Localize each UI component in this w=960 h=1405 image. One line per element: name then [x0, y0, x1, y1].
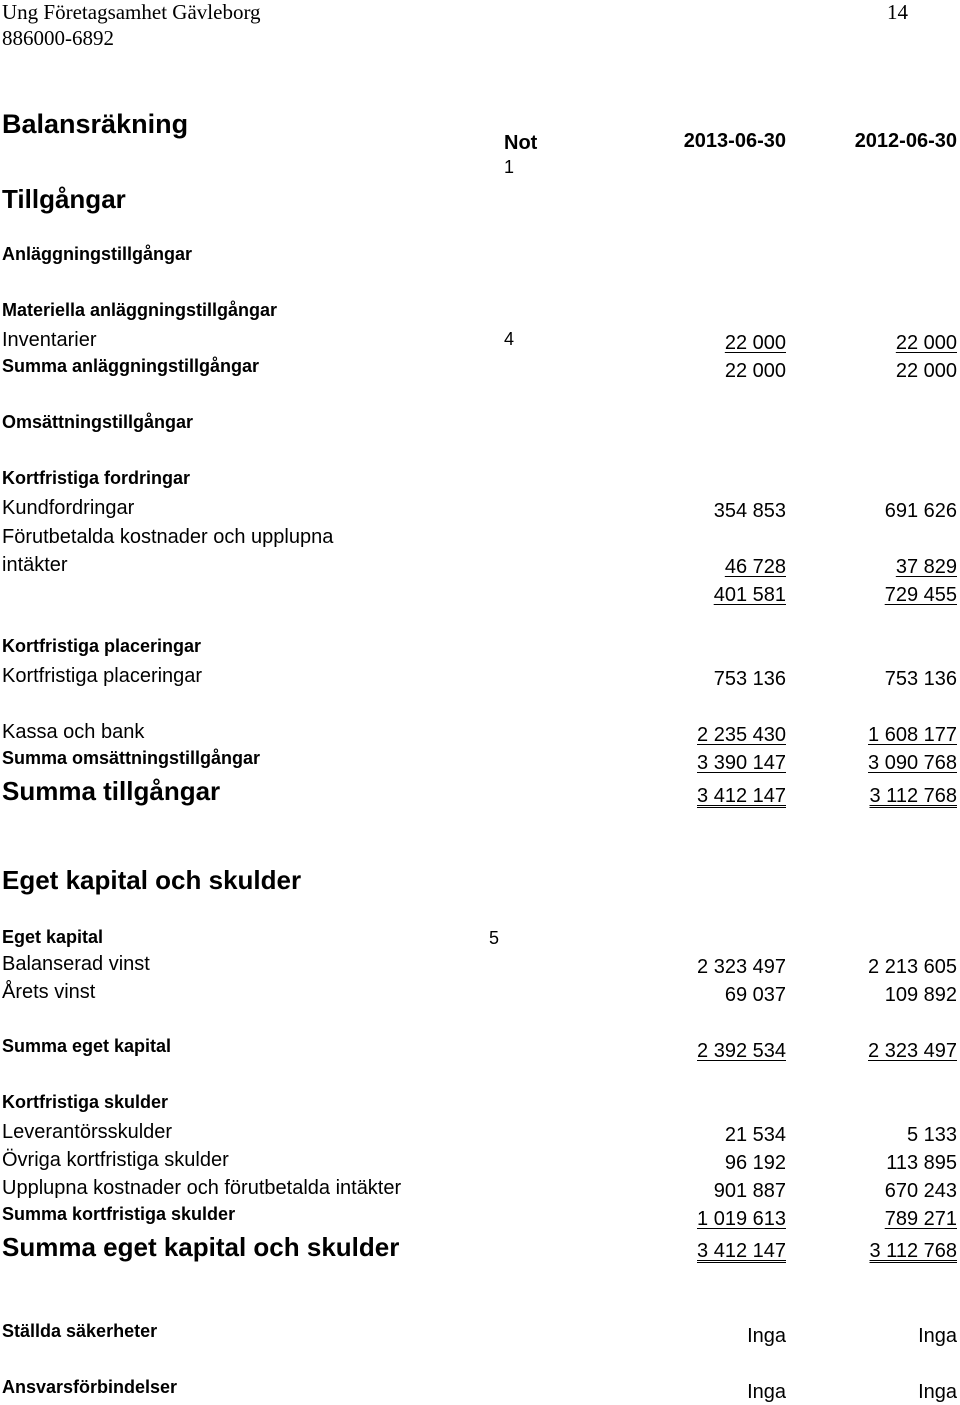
- profit-value-2013: 69 037: [724, 984, 786, 1006]
- assets-heading: Tillgångar: [2, 184, 126, 214]
- receivables-subtotal-2012: 729 455: [884, 584, 957, 606]
- short-investments-label: Kortfristiga placeringar: [2, 665, 203, 687]
- short-investments-value-2013: 753 136: [713, 668, 786, 690]
- other-short-liabilities-value-2012: 113 895: [886, 1152, 957, 1174]
- sum-assets-value-2012: 3 112 768: [869, 785, 957, 807]
- sum-assets-value-2013: 3 412 147: [697, 785, 786, 807]
- inventarier-label: Inventarier: [2, 329, 97, 351]
- suppliers-value-2012: 5 133: [906, 1124, 957, 1146]
- page-number: 14: [887, 0, 908, 24]
- sum-short-liabilities-value-2012: 789 271: [884, 1208, 957, 1230]
- short-investments-value-2012: 753 136: [884, 668, 957, 690]
- other-short-liabilities-value-2013: 96 192: [724, 1152, 786, 1174]
- year2-column-header: 2012-06-30: [854, 130, 957, 152]
- receivables-subtotal-2013: 401 581: [713, 584, 786, 606]
- pledged-assets-value-2012: Inga: [918, 1325, 957, 1347]
- prepaid-label-line1: Förutbetalda kostnader och upplupna: [2, 526, 334, 548]
- equity-liabilities-heading: Eget kapital och skulder: [2, 865, 302, 895]
- short-investments-heading: Kortfristiga placeringar: [2, 636, 202, 656]
- sum-short-liabilities-value-2013: 1 019 613: [697, 1208, 786, 1230]
- retained-earnings-value-2013: 2 323 497: [697, 956, 786, 978]
- sum-fixed-assets-value-2012: 22 000: [895, 360, 957, 382]
- sum-equity-value-2012: 2 323 497: [868, 1040, 957, 1062]
- cash-value-2012: 1 608 177: [868, 724, 957, 746]
- accrued-value-2013: 901 887: [713, 1180, 786, 1202]
- note-column-header: Not: [504, 132, 538, 154]
- short-receivables-heading: Kortfristiga fordringar: [2, 468, 191, 488]
- pledged-assets-value-2013: Inga: [747, 1325, 786, 1347]
- sum-equity-liabilities-value-2013: 3 412 147: [697, 1240, 786, 1262]
- equity-heading: Eget kapital: [2, 927, 104, 947]
- inventarier-note: 4: [504, 329, 515, 349]
- current-assets-heading: Omsättningstillgångar: [2, 412, 194, 432]
- sum-equity-liabilities-value-2012: 3 112 768: [869, 1240, 957, 1262]
- short-liabilities-heading: Kortfristiga skulder: [2, 1092, 169, 1112]
- kundfordringar-value-2012: 691 626: [884, 500, 957, 522]
- cash-value-2013: 2 235 430: [697, 724, 786, 746]
- retained-earnings-label: Balanserad vinst: [2, 953, 150, 975]
- accrued-value-2012: 670 243: [884, 1180, 957, 1202]
- suppliers-label: Leverantörsskulder: [2, 1121, 173, 1143]
- note-column-number: 1: [504, 157, 515, 177]
- cash-label: Kassa och bank: [2, 721, 145, 743]
- inventarier-value-2012: 22 000: [895, 332, 957, 354]
- contingent-liabilities-value-2012: Inga: [918, 1381, 957, 1403]
- profit-label: Årets vinst: [2, 981, 96, 1003]
- sum-equity-value-2013: 2 392 534: [697, 1040, 786, 1062]
- prepaid-value-2013: 46 728: [724, 556, 786, 578]
- sum-fixed-assets-label: Summa anläggningstillgångar: [2, 356, 260, 376]
- sum-short-liabilities-label: Summa kortfristiga skulder: [2, 1204, 236, 1224]
- kundfordringar-label: Kundfordringar: [2, 497, 135, 519]
- contingent-liabilities-label: Ansvarsförbindelser: [2, 1377, 178, 1397]
- equity-note: 5: [489, 928, 500, 948]
- sum-equity-label: Summa eget kapital: [2, 1036, 172, 1056]
- tangible-assets-heading: Materiella anläggningstillgångar: [2, 300, 278, 320]
- company-name: Ung Företagsamhet Gävleborg: [2, 0, 261, 24]
- fixed-assets-heading: Anläggningstillgångar: [2, 244, 193, 264]
- page-title: Balansräkning: [2, 109, 189, 139]
- suppliers-value-2013: 21 534: [724, 1124, 786, 1146]
- sum-assets-label: Summa tillgångar: [2, 776, 221, 806]
- sum-fixed-assets-value-2013: 22 000: [724, 360, 786, 382]
- contingent-liabilities-value-2013: Inga: [747, 1381, 786, 1403]
- inventarier-value-2013: 22 000: [724, 332, 786, 354]
- profit-value-2012: 109 892: [884, 984, 957, 1006]
- sum-current-assets-label: Summa omsättningstillgångar: [2, 748, 261, 768]
- org-number: 886000-6892: [2, 26, 114, 50]
- prepaid-label-line2: intäkter: [2, 554, 68, 576]
- kundfordringar-value-2013: 354 853: [713, 500, 786, 522]
- other-short-liabilities-label: Övriga kortfristiga skulder: [2, 1149, 229, 1171]
- retained-earnings-value-2012: 2 213 605: [868, 956, 957, 978]
- sum-current-assets-value-2013: 3 390 147: [697, 752, 786, 774]
- pledged-assets-label: Ställda säkerheter: [2, 1321, 158, 1341]
- year1-column-header: 2013-06-30: [683, 130, 786, 152]
- sum-equity-liabilities-label: Summa eget kapital och skulder: [2, 1232, 400, 1262]
- prepaid-value-2012: 37 829: [895, 556, 957, 578]
- sum-current-assets-value-2012: 3 090 768: [868, 752, 957, 774]
- accrued-label: Upplupna kostnader och förutbetalda intäkter: [2, 1177, 402, 1199]
